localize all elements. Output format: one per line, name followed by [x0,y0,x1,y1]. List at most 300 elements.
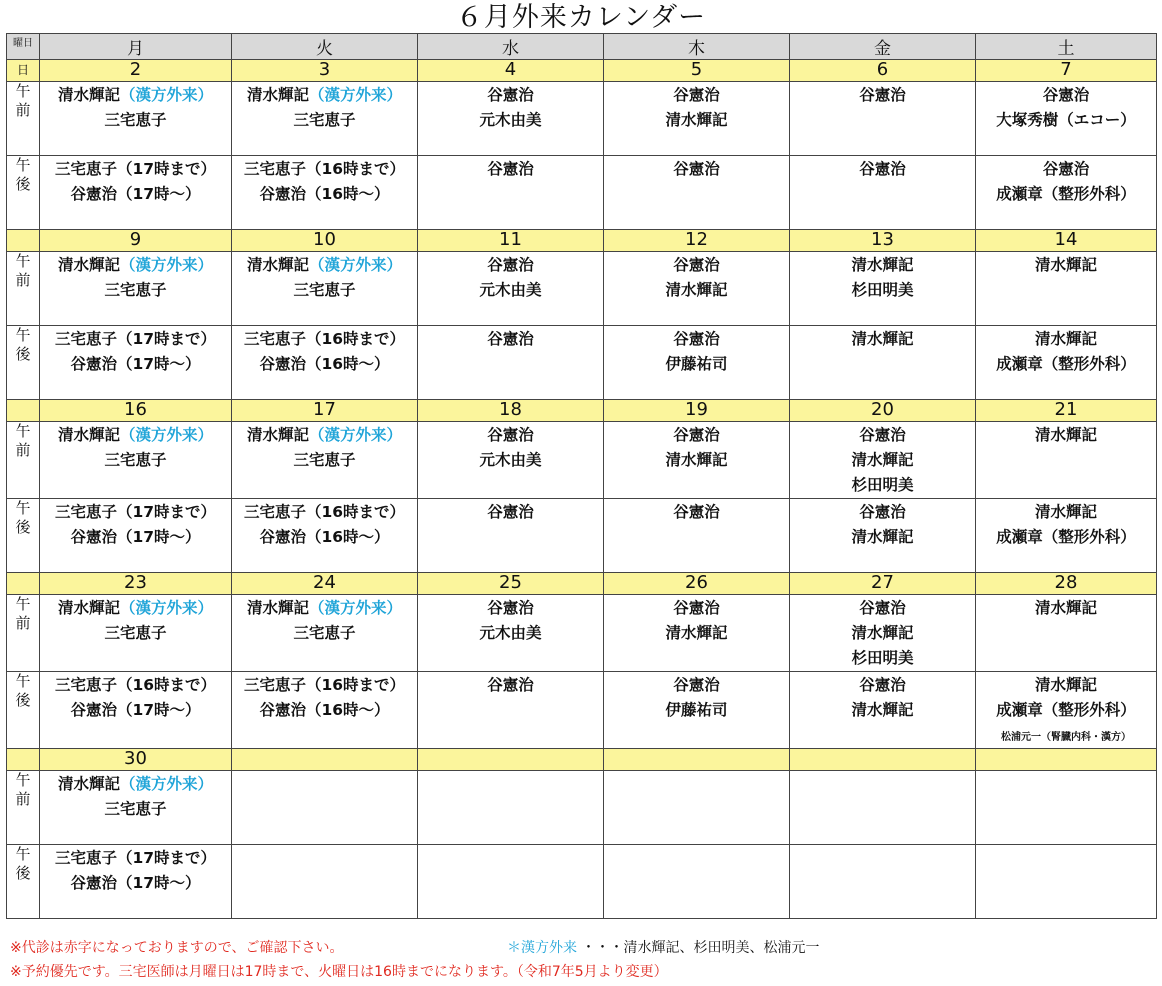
schedule-cell-am-sat [976,771,1157,845]
doctor-line [418,278,603,303]
doctor-line [976,673,1156,698]
doctor-line [976,525,1156,550]
doctor-name: 三宅恵子（17時まで） [54,503,217,521]
doctor-line [976,596,1156,621]
doctor-line [976,83,1156,108]
doctor-name: 谷憲治（17時～） [70,874,201,892]
doctor-list [40,595,231,646]
doctor-line [418,448,603,473]
schedule-cell-pm-wed [418,326,604,400]
doctor-line [232,352,417,377]
weekday-wed: 水 [418,34,604,60]
doctor-name: 三宅恵子（16時まで） [243,330,406,348]
date-tue: 3 [232,60,418,82]
schedule-cell-pm-thu [604,156,790,230]
doctor-name: 三宅恵子 [293,624,356,642]
doctor-line [790,698,975,723]
doctor-line [40,772,231,797]
doctor-list [976,771,1156,772]
date-fri: 20 [790,400,976,422]
date-row [7,230,1157,252]
am-row [7,422,1157,499]
doctor-line [604,423,789,448]
doctor-line [232,673,417,698]
doctor-name: 松浦元一（腎臓内科・漢方） [1001,732,1131,743]
doctor-list [232,326,417,377]
kampo-clinic-tag: （漢方外来） [309,256,403,274]
doctor-list [790,672,975,723]
doctor-line [232,108,417,133]
doctor-line [232,596,417,621]
calendar-body [7,34,1157,919]
doctor-name: 三宅恵子 [104,111,167,129]
schedule-cell-pm-fri [790,326,976,400]
doctor-list [232,771,417,772]
doctor-list [232,422,417,473]
doctor-line [40,327,231,352]
doctor-list [790,845,975,846]
doctor-line [976,157,1156,182]
doctor-name: 三宅恵子 [293,451,356,469]
schedule-cell-pm-wed [418,845,604,919]
doctor-name: 清水輝記 [851,701,914,719]
pm-label-char: 後 [15,691,31,709]
schedule-cell-am-fri [790,595,976,672]
doctor-name: 谷憲治 [487,330,534,348]
date-wed: 18 [418,400,604,422]
doctor-name: 清水輝記 [246,86,309,104]
footer-notes [10,936,1160,984]
doctor-list [790,771,975,772]
doctor-name: 三宅恵子 [293,111,356,129]
doctor-name: 谷憲治 [487,426,534,444]
doctor-name: 元木由美 [479,111,542,129]
doctor-name: 伊藤祐司 [665,355,728,373]
date-fri: 6 [790,60,976,82]
doctor-list [604,326,789,377]
doctor-list [604,252,789,303]
doctor-name: 清水輝記 [1034,599,1097,617]
date-mon: 30 [40,749,232,771]
doctor-name: 谷憲治 [487,160,534,178]
date-mon: 23 [40,573,232,595]
doctor-name: 清水輝記 [57,256,120,274]
doctor-list [604,422,789,473]
doctor-list [976,672,1156,748]
schedule-cell-am-fri [790,252,976,326]
schedule-cell-pm-mon [40,156,232,230]
kampo-clinic-tag: （漢方外来） [309,426,403,444]
doctor-name: 谷憲治 [1042,86,1090,104]
doctor-name: 三宅恵子 [104,624,167,642]
doctor-name: 清水輝記 [1034,426,1097,444]
doctor-line [604,157,789,182]
doctor-line [976,698,1156,723]
pm-label-char: 後 [15,864,31,882]
schedule-cell-pm-thu [604,499,790,573]
pm-label [7,326,40,400]
doctor-line [232,698,417,723]
pm-label-char: 後 [15,175,31,193]
doctor-name: 清水輝記 [1034,503,1097,521]
pm-label-char: 後 [15,518,31,536]
schedule-cell-am-tue [232,771,418,845]
kampo-clinic-tag: （漢方外来） [120,86,214,104]
schedule-cell-am-wed [418,771,604,845]
weekday-sat: 土 [976,34,1157,60]
doctor-line [790,327,975,352]
doctor-list [232,595,417,646]
pm-row [7,499,1157,573]
date-fri: 27 [790,573,976,595]
schedule-cell-pm-tue [232,499,418,573]
doctor-list [790,499,975,550]
doctor-line [40,500,231,525]
schedule-cell-am-mon [40,422,232,499]
doctor-line [976,327,1156,352]
doctor-list [40,326,231,377]
doctor-line [232,525,417,550]
pm-label-char: 午 [15,156,31,174]
schedule-cell-am-wed [418,422,604,499]
am-label [7,595,40,672]
schedule-cell-am-wed [418,82,604,156]
doctor-name: 三宅恵子（16時まで） [243,676,406,694]
pm-label [7,672,40,749]
date-fri [790,749,976,771]
date-sat: 28 [976,573,1157,595]
doctor-name: 杉田明美 [851,476,914,494]
pm-label-char: 後 [15,345,31,363]
am-label [7,771,40,845]
am-label-char: 前 [15,101,31,119]
doctor-name: 谷憲治（16時～） [259,701,390,719]
doctor-name: 谷憲治 [859,160,906,178]
doctor-line [790,473,975,498]
doctor-name: 杉田明美 [851,649,914,667]
doctor-line [790,157,975,182]
kampo-clinic-tag: （漢方外来） [120,599,214,617]
doctor-name: 清水輝記 [57,599,120,617]
doctor-list [418,82,603,133]
date-mon: 16 [40,400,232,422]
doctor-list [976,156,1156,207]
page-title: ６月外来カレンダー [455,2,707,33]
date-sat: 7 [976,60,1157,82]
schedule-cell-pm-sat [976,156,1157,230]
date-row-spacer [7,573,40,595]
doctor-line [604,596,789,621]
doctor-list [40,156,231,207]
doctor-line [790,596,975,621]
doctor-list [604,771,789,772]
doctor-list [232,252,417,303]
doctor-name: 三宅恵子（17時まで） [54,849,217,867]
doctor-line [40,278,231,303]
doctor-name: 清水輝記 [851,330,914,348]
kampo-clinic-tag: （漢方外来） [309,86,403,104]
schedule-cell-pm-fri [790,499,976,573]
calendar-table [6,33,1157,919]
doctor-name: 三宅恵子（16時まで） [243,160,406,178]
doctor-name: 谷憲治 [859,503,906,521]
schedule-cell-pm-fri [790,845,976,919]
schedule-cell-pm-fri [790,156,976,230]
schedule-cell-pm-wed [418,156,604,230]
doctor-name: 三宅恵子 [293,281,356,299]
doctor-line [232,182,417,207]
date-thu: 26 [604,573,790,595]
doctor-line [790,673,975,698]
doctor-line [418,621,603,646]
doctor-list [790,82,975,108]
doctor-line [40,621,231,646]
am-label [7,252,40,326]
doctor-line [40,157,231,182]
schedule-cell-am-mon [40,252,232,326]
doctor-line [604,352,789,377]
pm-label-char: 午 [15,326,31,344]
doctor-line [40,673,231,698]
doctor-name: 成瀬章（整形外科） [996,355,1136,373]
doctor-line [790,253,975,278]
am-row [7,595,1157,672]
doctor-line [604,278,789,303]
doctor-line [418,673,603,698]
weekday-corner-label: 曜日 [7,34,40,60]
date-mon: 2 [40,60,232,82]
doctor-line [604,500,789,525]
doctor-list [976,82,1156,133]
schedule-cell-pm-mon [40,326,232,400]
doctor-name: 谷憲治（16時～） [259,528,390,546]
doctor-line [232,157,417,182]
schedule-cell-pm-tue [232,156,418,230]
doctor-list [976,845,1156,846]
doctor-list [604,156,789,182]
doctor-line [40,698,231,723]
weekday-header-row [7,34,1157,60]
date-fri: 13 [790,230,976,252]
doctor-line [604,673,789,698]
schedule-cell-am-fri [790,82,976,156]
doctor-name: 清水輝記 [57,86,120,104]
doctor-line [40,352,231,377]
schedule-cell-pm-thu [604,672,790,749]
doctor-list [790,156,975,182]
doctor-line [976,500,1156,525]
doctor-line [604,621,789,646]
schedule-cell-am-fri [790,422,976,499]
am-label-char: 前 [15,790,31,808]
doctor-name: 谷憲治（17時～） [70,701,201,719]
doctor-list [232,672,417,723]
doctor-name: 三宅恵子（16時まで） [54,676,217,694]
date-tue: 24 [232,573,418,595]
doctor-line [418,500,603,525]
doctor-list [232,845,417,846]
doctor-name: 三宅恵子 [104,800,167,818]
doctor-line [40,423,231,448]
doctor-list [40,672,231,723]
doctor-name: 谷憲治 [487,676,534,694]
doctor-name: 清水輝記 [246,256,309,274]
doctor-name: 成瀬章（整形外科） [996,528,1136,546]
schedule-cell-pm-sat [976,672,1157,749]
doctor-list [418,672,603,698]
doctor-list [976,595,1156,621]
schedule-cell-pm-mon [40,672,232,749]
doctor-line [790,423,975,448]
schedule-cell-pm-sat [976,326,1157,400]
doctor-line [40,871,231,896]
schedule-cell-am-tue [232,595,418,672]
doctor-list [40,499,231,550]
doctor-name: 谷憲治 [859,426,906,444]
date-tue: 17 [232,400,418,422]
doctor-name: 成瀬章（整形外科） [996,701,1136,719]
doctor-line [232,500,417,525]
doctor-name: 伊藤祐司 [665,701,728,719]
date-row [7,573,1157,595]
doctor-name: 清水輝記 [246,599,309,617]
doctor-line [40,253,231,278]
doctor-line [604,448,789,473]
doctor-list [976,252,1156,278]
date-thu: 5 [604,60,790,82]
doctor-name: 谷憲治 [487,599,534,617]
doctor-name: 谷憲治 [673,426,720,444]
doctor-line [790,83,975,108]
doctor-line [976,108,1156,133]
doctor-line [976,253,1156,278]
doctor-list [40,422,231,473]
schedule-cell-pm-thu [604,845,790,919]
date-sat [976,749,1157,771]
doctor-name: 清水輝記 [665,111,728,129]
date-thu: 12 [604,230,790,252]
date-wed: 4 [418,60,604,82]
kampo-legend-doctors: ・・・清水輝記、杉田明美、松浦元一 [581,940,820,956]
doctor-line [790,525,975,550]
schedule-cell-am-sat [976,252,1157,326]
doctor-list [40,845,231,896]
doctor-line [232,621,417,646]
doctor-list [418,422,603,473]
pm-label [7,156,40,230]
doctor-list [604,499,789,525]
doctor-line [40,108,231,133]
doctor-line [418,157,603,182]
doctor-name: 三宅恵子 [104,451,167,469]
doctor-name: 清水輝記 [57,775,120,793]
schedule-cell-am-thu [604,771,790,845]
note-reservation [10,960,1160,984]
doctor-name: 谷憲治（17時～） [70,185,201,203]
doctor-name: 成瀬章（整形外科） [996,185,1136,203]
am-label-char: 午 [15,771,31,789]
doctor-name: 谷憲治（17時～） [70,355,201,373]
schedule-cell-pm-tue [232,326,418,400]
doctor-name: 谷憲治 [673,86,720,104]
doctor-list [604,595,789,646]
doctor-line [790,646,975,671]
pm-label-char: 午 [15,499,31,517]
schedule-cell-pm-tue [232,845,418,919]
weekday-fri: 金 [790,34,976,60]
doctor-name: 谷憲治 [487,86,534,104]
doctor-name: 谷憲治 [487,256,534,274]
doctor-name: 清水輝記 [851,256,914,274]
doctor-list [604,845,789,846]
weekday-mon: 月 [40,34,232,60]
schedule-cell-pm-sat [976,845,1157,919]
schedule-cell-pm-mon [40,499,232,573]
doctor-list [976,326,1156,377]
doctor-name: 元木由美 [479,281,542,299]
doctor-list [790,422,975,498]
doctor-line [976,423,1156,448]
schedule-cell-pm-tue [232,672,418,749]
date-thu [604,749,790,771]
doctor-line [418,327,603,352]
pm-label [7,845,40,919]
kampo-legend-label: ＊漢方外来 [507,940,577,956]
doctor-name: 清水輝記 [57,426,120,444]
schedule-cell-am-sat [976,82,1157,156]
am-label-char: 前 [15,271,31,289]
pm-row [7,845,1157,919]
weekday-tue: 火 [232,34,418,60]
doctor-line [232,83,417,108]
schedule-cell-am-tue [232,252,418,326]
doctor-line [40,525,231,550]
doctor-list [418,156,603,182]
doctor-name: 谷憲治 [673,256,720,274]
date-tue: 10 [232,230,418,252]
doctor-list [232,499,417,550]
doctor-list [40,252,231,303]
doctor-line [40,448,231,473]
doctor-line [418,253,603,278]
pm-label [7,499,40,573]
doctor-line [604,83,789,108]
kampo-clinic-tag: （漢方外来） [120,256,214,274]
doctor-name: 谷憲治 [673,599,720,617]
doctor-name: 清水輝記 [1034,330,1097,348]
doctor-name: 清水輝記 [665,451,728,469]
doctor-line [232,253,417,278]
am-row [7,252,1157,326]
doctor-name: 杉田明美 [851,281,914,299]
doctor-name: 三宅恵子（17時まで） [54,160,217,178]
doctor-line [790,448,975,473]
doctor-list [418,326,603,352]
doctor-line [604,327,789,352]
doctor-line [40,797,231,822]
doctor-name: 谷憲治 [859,676,906,694]
doctor-list [418,252,603,303]
schedule-cell-pm-thu [604,326,790,400]
schedule-cell-am-wed [418,595,604,672]
schedule-cell-am-mon [40,771,232,845]
date-mon: 9 [40,230,232,252]
doctor-name: 大塚秀樹（エコー） [996,111,1136,129]
pm-label-char: 午 [15,672,31,690]
doctor-name: 清水輝記 [851,451,914,469]
pm-row [7,156,1157,230]
date-tue [232,749,418,771]
